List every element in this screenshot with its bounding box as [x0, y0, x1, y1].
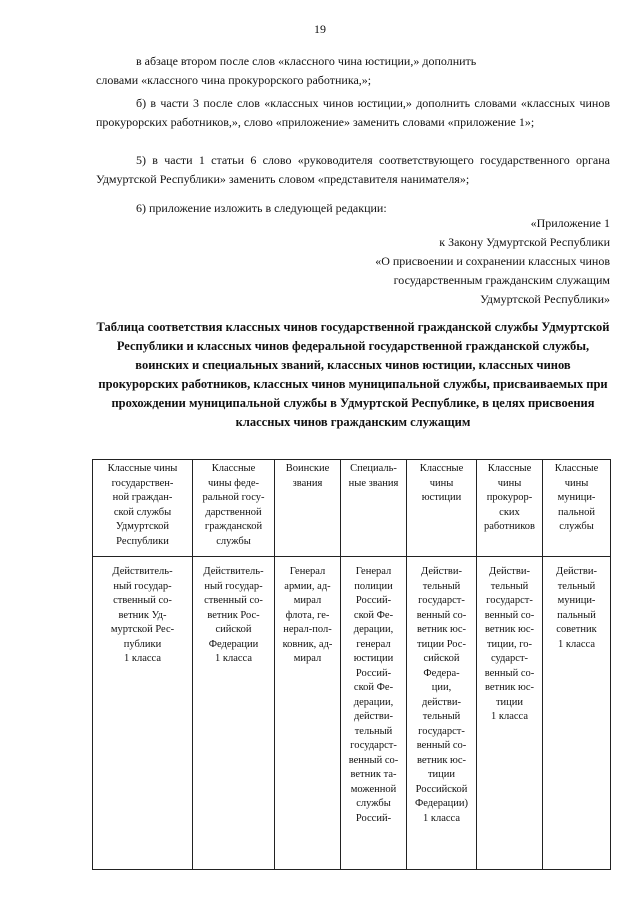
table-header-cell: Классные чины юстиции — [407, 460, 477, 557]
annex-line: к Закону Удмуртской Республики — [439, 235, 610, 249]
table-row — [93, 557, 611, 870]
paragraph-amendment-b: б) в части 3 после слов «классных чинов юстиции,» дополнить словами «классных чинов прокурорских работников,», слово «приложение» заменить словами «приложение 1»; — [96, 96, 610, 129]
table-cell: Генерал армии, ад- мирал флота, ге- нерал-пол- ковник, ад- мирал — [275, 557, 341, 870]
table-header-cell: Воинские звания — [275, 460, 341, 557]
annex-header — [290, 214, 610, 309]
table-header-cell: Специаль- ные звания — [341, 460, 407, 557]
ranks-correspondence-table — [92, 459, 611, 870]
page-number: 19 — [314, 22, 326, 36]
paragraph-amendment-5: 5) в части 1 статьи 6 слово «руководителя соответствующего государственного органа Удмуртской Республики» заменить словом «представителя нанимателя»; — [96, 153, 610, 186]
table-header-cell: Классные чины муници- пальной службы — [543, 460, 611, 557]
paragraph-amendment-6: 6) приложение изложить в следующей редакции: — [136, 201, 387, 215]
paragraph-line: словами «классного чина прокурорского работника,»; — [96, 73, 372, 87]
annex-line: государственным гражданским служащим — [393, 273, 610, 287]
annex-line: «О присвоении и сохранении классных чинов — [375, 254, 610, 268]
table-header-row — [93, 460, 611, 557]
annex-line: Удмуртской Республики» — [480, 292, 610, 306]
table-cell: Действи- тельный муници- пальный советник 1 класса — [543, 557, 611, 870]
table-title: Таблица соответствия классных чинов государственной гражданской службы Удмуртской Республики и классных чинов федеральной государственной гражданской службы, воинских и специальных званий, классных чинов юстиции, классных чинов прокурорских работников, классных чинов муниципальной службы, присваиваемых при прохождении муниципальной службы в Удмуртской Республике, в целях присвоения классных чинов гражданским служащим — [96, 320, 610, 429]
table-header-cell: Классные чины прокурор- ских работников — [477, 460, 543, 557]
table-cell: Действитель- ный государ- ственный со- ветник Уд- муртской Рес- публики 1 класса — [93, 557, 193, 870]
table-cell: Действи- тельный государст- венный со- ветник юс- тиции, го- сударст- венный со- ветник юс- тиции 1 класса — [477, 557, 543, 870]
annex-line: «Приложение 1 — [530, 216, 610, 230]
table-cell: Действитель- ный государ- ственный со- ветник Рос- сийской Федерации 1 класса — [193, 557, 275, 870]
table-header-cell: Классные чины государствен- ной граждан- ской службы Удмуртской Республики — [93, 460, 193, 557]
paragraph-line: в абзаце втором после слов «классного чина юстиции,» дополнить — [136, 54, 477, 68]
table-header-cell: Классные чины феде- ральной госу- дарственной гражданской службы — [193, 460, 275, 557]
table-cell: Действи- тельный государст- венный со- ветник юс- тиции Рос- сийской Федера- ции, действи- тельный государст- венный со- ветник юс- тиции Российской Федерации) 1 класса — [407, 557, 477, 870]
table-cell: Генерал полиции Россий- ской Фе- дерации, генерал юстиции Россий- ской Фе- дерации, действи- тельный государст- венный со- ветник та- моженной службы Россий- — [341, 557, 407, 870]
paragraph-amendment-a — [96, 52, 610, 90]
